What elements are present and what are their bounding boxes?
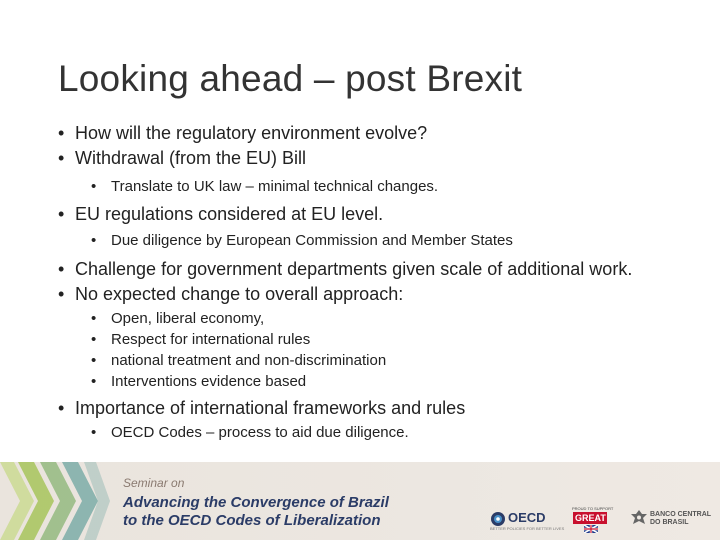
slide-title: Looking ahead – post Brexit xyxy=(58,58,523,99)
chevron-pattern-graphic xyxy=(0,462,110,540)
sub-bullet-5-1: • Open, liberal economy, xyxy=(91,308,698,329)
uk-flag-icon xyxy=(584,525,598,533)
oecd-globe-icon xyxy=(490,511,506,527)
sub-bullet-6-1: • OECD Codes – process to aid due diligence. xyxy=(91,422,698,443)
bullet-list xyxy=(58,124,698,443)
seminar-title-line-1: Advancing the Convergence of Brazil xyxy=(123,494,389,511)
great-logo: GREAT xyxy=(575,513,606,523)
sub-bullet-5-2: • Respect for international rules xyxy=(91,329,698,350)
seminar-title-line-2: to the OECD Codes of Liberalization xyxy=(123,512,381,529)
sub-bullet-5-4: • Interventions evidence based xyxy=(91,371,698,392)
bullet-5: • No expected change to overall approach: xyxy=(58,285,698,304)
seminar-label: Seminar on xyxy=(123,476,185,490)
sub-bullet-5-3: • national treatment and non-discrimination xyxy=(91,350,698,371)
great-tagline: PROUD TO SUPPORT xyxy=(572,506,614,511)
oecd-tagline: BETTER POLICIES FOR BETTER LIVES xyxy=(490,526,565,531)
bcb-line-1: BANCO CENTRAL xyxy=(650,511,712,518)
sub-bullet-2-1: • Translate to UK law – minimal technical changes. xyxy=(91,176,698,197)
banco-central-logo xyxy=(650,511,711,527)
bcb-line-2: DO BRASIL xyxy=(650,519,689,526)
bullet-3: • EU regulations considered at EU level. xyxy=(58,205,698,224)
banco-central-emblem-icon xyxy=(630,509,648,527)
sub-bullet-3-1: • Due diligence by European Commission and Member States xyxy=(91,230,698,251)
bullet-4: • Challenge for government departments given scale of additional work. xyxy=(58,260,695,279)
seminar-footer-banner xyxy=(0,462,720,540)
seminar-title xyxy=(123,494,389,530)
bullet-6: • Importance of international frameworks and rules xyxy=(58,399,698,418)
bullet-1: • How will the regulatory environment evolve? xyxy=(58,124,698,143)
bullet-2: • Withdrawal (from the EU) Bill xyxy=(58,149,698,168)
oecd-logo: OECD xyxy=(508,510,546,525)
